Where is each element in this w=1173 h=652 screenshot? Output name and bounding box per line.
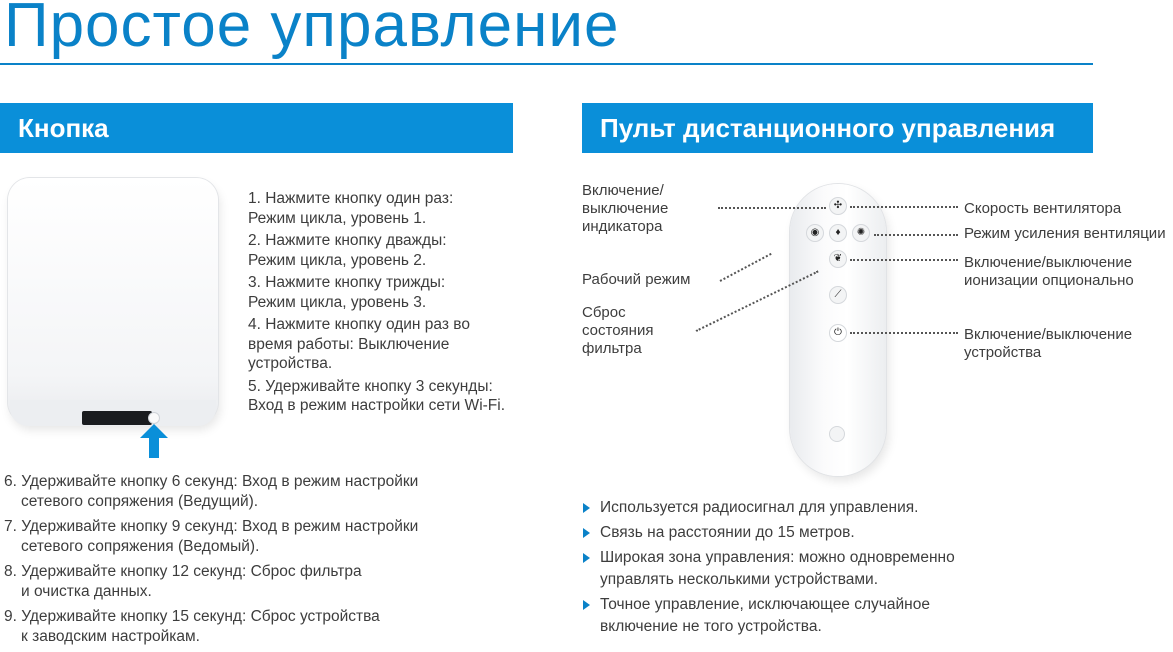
label-line: Сброс [582, 304, 626, 321]
device-display [82, 411, 152, 425]
leader-line [874, 234, 958, 236]
device-image [8, 178, 218, 424]
bullet-line: Точное управление, исключающее случайное [600, 596, 930, 613]
section-header-remote: Пульт дистанционного управления [582, 103, 1093, 153]
list-item [248, 189, 548, 228]
leader-line [718, 207, 826, 209]
boost-button: ✺ [852, 224, 870, 242]
step-line: Режим цикла, уровень 2. [248, 251, 427, 269]
list-item [248, 377, 548, 416]
list-item [248, 231, 548, 270]
bullet-line: Связь на расстоянии до 15 метров. [600, 524, 855, 541]
ionization-button: ❦ [829, 250, 847, 268]
label-boost: Режим усиления вентиляции [964, 225, 1166, 242]
power-button: ⏻ [829, 324, 847, 342]
fan-speed-button: ✣ [829, 197, 847, 215]
label-indicator [582, 182, 668, 236]
arrow-up-icon [140, 424, 168, 458]
hold-line: сетевого сопряжения (Ведущий). [21, 492, 259, 510]
label-line: фильтра [582, 340, 642, 357]
step-line: Режим цикла, уровень 1. [248, 209, 427, 227]
bullet-triangle-icon [583, 600, 590, 610]
bullet-triangle-icon [583, 503, 590, 513]
work-mode-button: ♦ [829, 224, 847, 242]
leader-line [850, 206, 958, 208]
bullet-line: Широкая зона управления: можно одновременно [600, 549, 955, 566]
leader-line [850, 332, 958, 334]
label-line: Включение/выключение [964, 326, 1133, 343]
step-line: Вход в режим настройки сети Wi-Fi. [248, 397, 506, 414]
hold-line: к заводским настройкам. [21, 627, 200, 645]
remote-features-list [580, 497, 1100, 641]
label-line: индикатора [582, 218, 663, 235]
step-line: устройства. [248, 355, 333, 372]
label-line: устройства [964, 344, 1042, 361]
section-header-button: Кнопка [0, 103, 513, 153]
title-divider [0, 63, 1093, 65]
bullet-line: управлять несколькими устройствами. [600, 571, 879, 588]
device-button [148, 412, 160, 424]
hold-line: 9. Удерживайте кнопку 15 секунд: Сброс устройства [4, 608, 380, 625]
label-fan-speed: Скорость вентилятора [964, 200, 1122, 217]
list-item [248, 315, 548, 374]
hold-line: 8. Удерживайте кнопку 12 секунд: Сброс фильтра [4, 563, 362, 580]
hold-line: 7. Удерживайте кнопку 9 секунд: Вход в режим настройки [4, 518, 419, 535]
indicator-button: ◉ [806, 224, 824, 242]
bullet-line: включение не того устройства. [600, 618, 822, 635]
label-work-mode: Рабочий режим [582, 271, 691, 288]
step-line: 5. Удерживайте кнопку 3 секунды: [248, 377, 493, 395]
list-item [580, 522, 1100, 544]
remote-hole [829, 426, 845, 442]
leader-line [850, 259, 958, 261]
hold-line: сетевого сопряжения (Ведомый). [21, 537, 260, 555]
label-filter-reset [582, 304, 653, 358]
hold-line: и очистка данных. [21, 582, 152, 600]
hold-steps-list [4, 472, 524, 652]
page-title: Простое управление [4, 0, 620, 60]
button-steps-list [248, 189, 548, 419]
list-item [4, 562, 524, 601]
list-item [4, 517, 524, 556]
list-item [580, 547, 1100, 591]
step-line: 1. Нажмите кнопку один раз: [248, 190, 454, 207]
step-line: Режим цикла, уровень 3. [248, 293, 427, 311]
leader-line [720, 253, 772, 282]
list-item [580, 594, 1100, 638]
label-ionization [964, 254, 1134, 290]
label-line: Включение/ [582, 182, 664, 199]
step-line: время работы: Выключение [248, 335, 450, 353]
list-item [4, 607, 524, 646]
hold-line: 6. Удерживайте кнопку 6 секунд: Вход в режим настройки [4, 473, 419, 490]
label-power [964, 326, 1132, 362]
label-line: Включение/выключение [964, 254, 1133, 271]
label-line: ионизации опционально [964, 272, 1134, 289]
list-item [580, 497, 1100, 519]
bullet-line: Используется радиосигнал для управления. [600, 499, 919, 516]
list-item [248, 273, 548, 312]
step-line: 4. Нажмите кнопку один раз во [248, 316, 470, 333]
step-line: 3. Нажмите кнопку трижды: [248, 274, 446, 291]
label-line: состояния [582, 322, 654, 339]
bullet-triangle-icon [583, 528, 590, 538]
remote-control-image [790, 184, 886, 476]
bullet-triangle-icon [583, 553, 590, 563]
list-item [4, 472, 524, 511]
filter-reset-button: ⟋ [829, 286, 847, 304]
label-line: выключение [582, 200, 669, 217]
step-line: 2. Нажмите кнопку дважды: [248, 232, 447, 249]
